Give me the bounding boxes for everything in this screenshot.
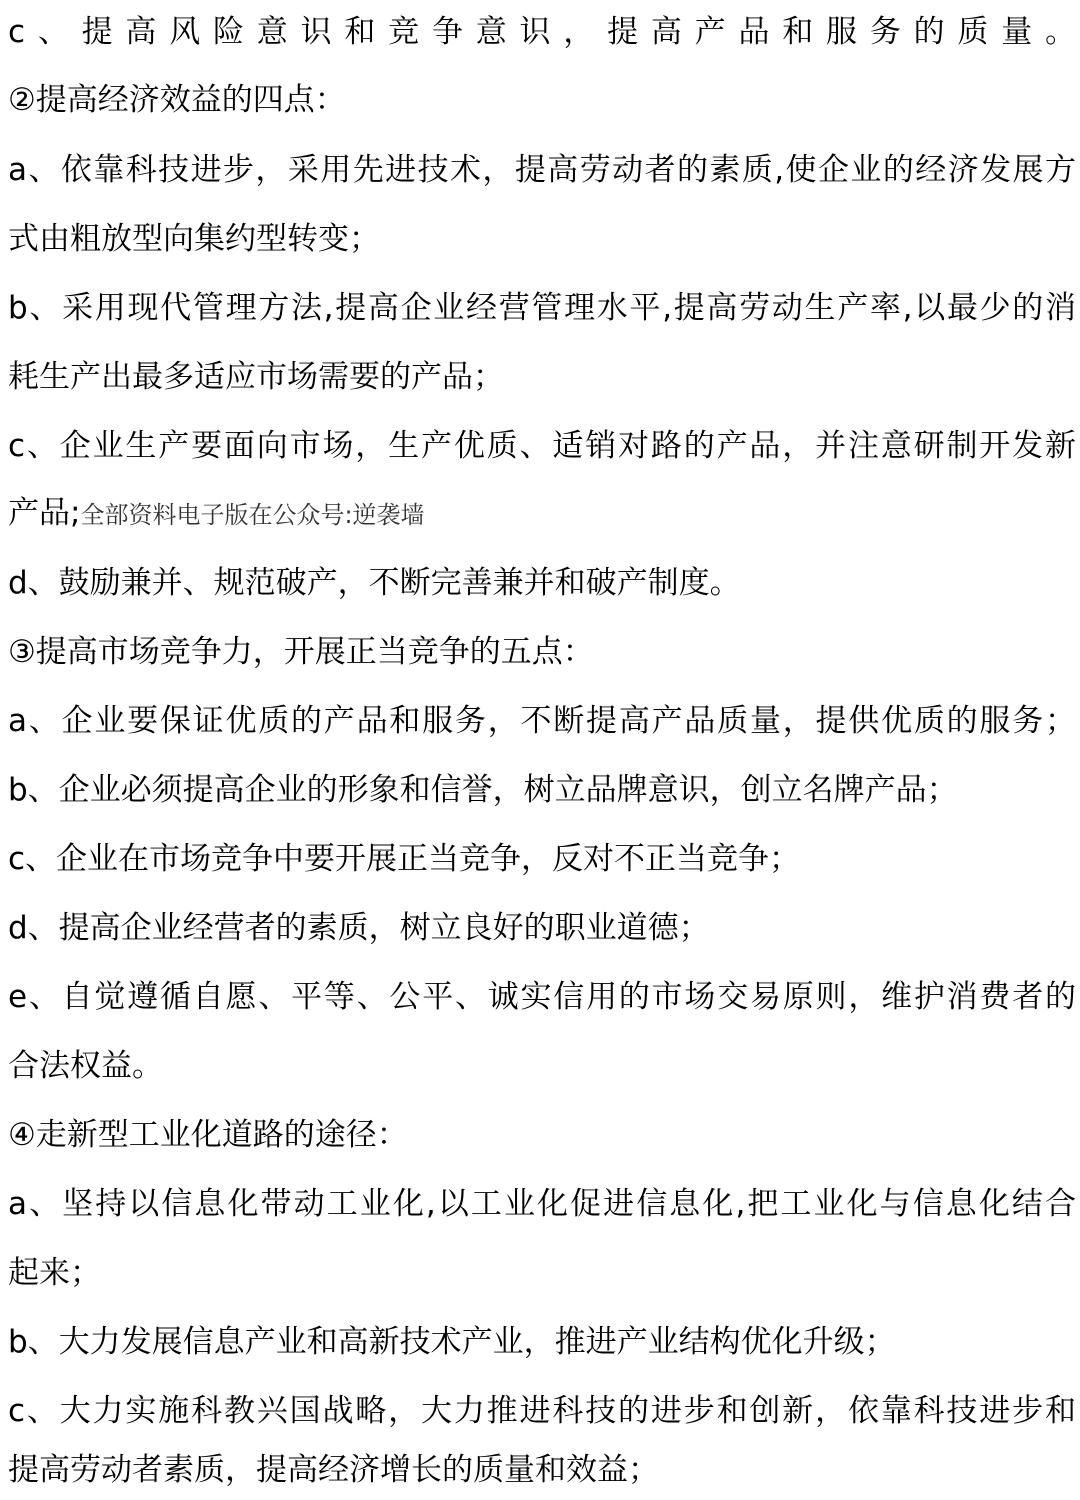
text-line: c、大力实施科教兴国战略，大力推进科技的进步和创新，依靠科技进步和: [8, 1393, 1076, 1429]
section-heading: ②提高经济效益的四点：: [8, 82, 346, 118]
text-line: 式由粗放型向集约型转变；: [8, 221, 380, 257]
text-line: d、鼓励兼并、规范破产，不断完善兼并和破产制度。: [8, 565, 741, 601]
text-line: 耗生产出最多适应市场需要的产品；: [8, 359, 504, 395]
section-heading: ③提高市场竞争力，开展正当竞争的五点：: [8, 634, 594, 670]
text-line: c、企业在市场竞争中要开展正当竞争，反对不正当竞争；: [8, 841, 801, 877]
text-line: d、提高企业经营者的素质，树立良好的职业道德；: [8, 910, 710, 946]
text-line: e、自觉遵循自愿、平等、公平、诚实信用的市场交易原则，维护消费者的: [8, 979, 1076, 1015]
text-line: c、提高风险意识和竞争意识，提高产品和服务的质量。: [8, 14, 1076, 50]
section-heading: ④走新型工业化道路的途径：: [8, 1117, 408, 1153]
text-line: 提高劳动者素质，提高经济增长的质量和效益；: [8, 1452, 659, 1488]
watermark-note: 全部资料电子版在公众号:逆袭墙: [80, 501, 425, 529]
text-line: b、采用现代管理方法,提高企业经营管理水平,提高劳动生产率,以最少的消: [8, 290, 1076, 326]
text-line: a、坚持以信息化带动工业化,以工业化促进信息化,把工业化与信息化结合: [8, 1186, 1076, 1222]
text-line: 合法权益。: [8, 1048, 163, 1084]
text-line: a、企业要保证优质的产品和服务，不断提高产品质量，提供优质的服务；: [8, 703, 1076, 739]
text-line: [8, 483, 1076, 543]
text-line: 起来；: [8, 1255, 101, 1291]
text-line: a、依靠科技进步，采用先进技术，提高劳动者的素质,使企业的经济发展方: [8, 152, 1076, 188]
text-line-content: 产品;: [8, 495, 81, 531]
text-line: b、大力发展信息产业和高新技术产业，推进产业结构优化升级；: [8, 1324, 896, 1360]
text-line: b、企业必须提高企业的形象和信誉，树立品牌意识，创立名牌产品；: [8, 772, 958, 808]
text-line: c、企业生产要面向市场，生产优质、适销对路的产品，并注意研制开发新: [8, 428, 1076, 464]
